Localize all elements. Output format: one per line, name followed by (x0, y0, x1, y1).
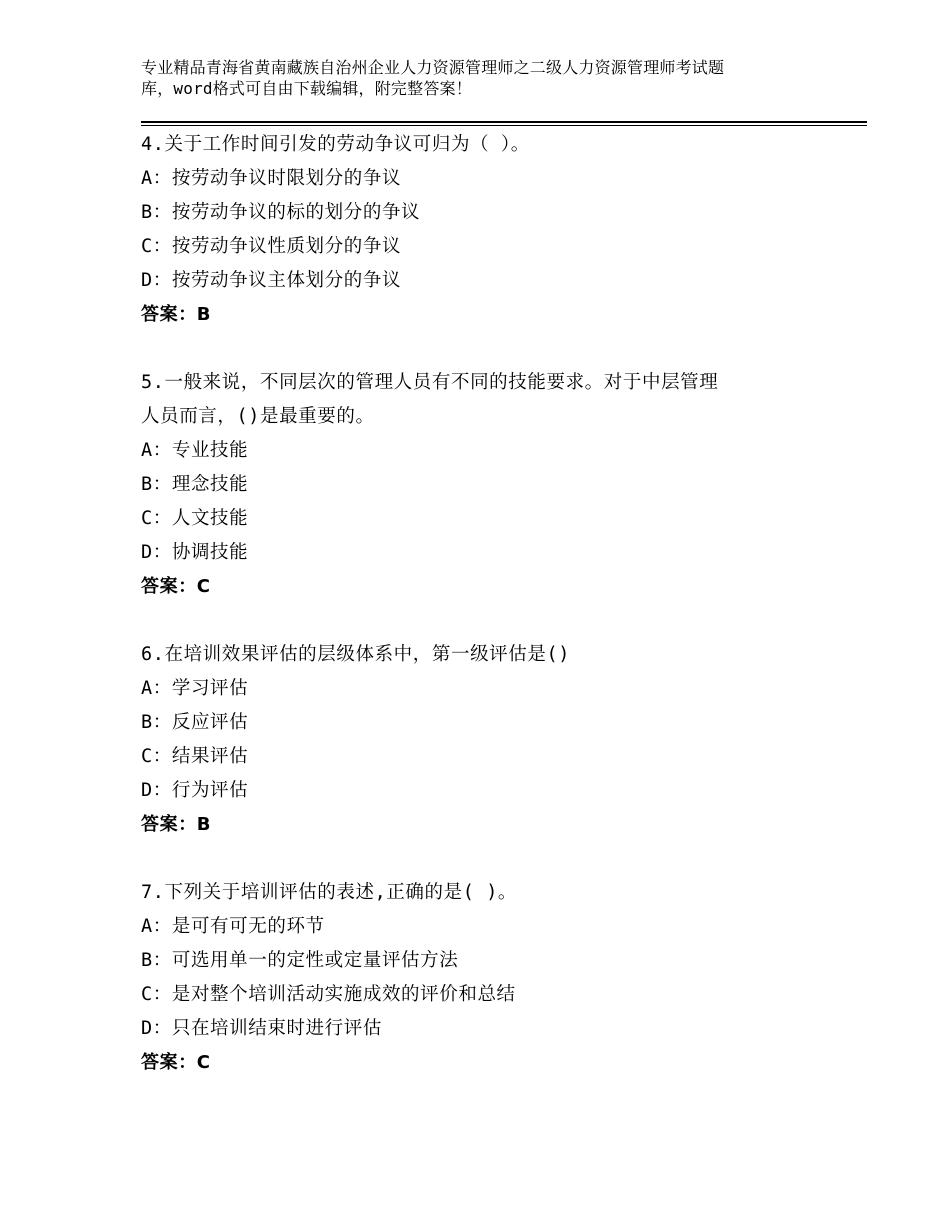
option-text: 按劳动争议时限划分的争议 (171, 168, 402, 189)
option-text: 是可有可无的环节 (171, 916, 325, 937)
option-text: 可选用单一的定性或定量评估方法 (171, 950, 459, 971)
answer-label: 答案：B (141, 304, 212, 325)
option-key: B： (141, 474, 172, 495)
question-stem: 4.关于工作时间引发的劳动争议可归为（ ）。 (141, 134, 530, 155)
option-d (141, 536, 841, 570)
option-d (141, 774, 841, 808)
question-7 (141, 876, 841, 1080)
option-text: 按劳动争议主体划分的争议 (171, 270, 402, 291)
option-text: 学习评估 (171, 678, 249, 699)
option-text: 专业技能 (171, 440, 249, 461)
question-5 (141, 366, 841, 604)
option-key: C： (141, 984, 172, 1005)
option-b (141, 196, 841, 230)
header-line: 库，word格式可自由下载编辑，附完整答案！ (141, 79, 472, 98)
option-d (141, 264, 841, 298)
option-key: C： (141, 746, 172, 767)
option-key: A： (141, 168, 172, 189)
option-key: A： (141, 440, 172, 461)
option-text: 按劳动争议性质划分的争议 (171, 236, 402, 257)
option-c (141, 502, 841, 536)
option-d (141, 1012, 841, 1046)
option-a (141, 672, 841, 706)
option-key: A： (141, 678, 172, 699)
option-key: A： (141, 916, 172, 937)
option-key: C： (141, 508, 172, 529)
answer-label: 答案：C (141, 576, 211, 597)
option-c (141, 978, 841, 1012)
header-divider-thick (141, 121, 867, 123)
question-list (141, 128, 841, 1114)
option-text: 反应评估 (171, 712, 249, 733)
answer-label: 答案：C (141, 1052, 211, 1073)
option-a (141, 910, 841, 944)
question-stem: 6.在培训效果评估的层级体系中，第一级评估是() (141, 644, 570, 665)
option-text: 是对整个培训活动实施成效的评价和总结 (171, 984, 516, 1005)
option-key: B： (141, 202, 172, 223)
answer-label: 答案：B (141, 814, 212, 835)
option-b (141, 706, 841, 740)
option-c (141, 740, 841, 774)
option-key: D： (141, 1018, 172, 1039)
option-text: 人文技能 (171, 508, 249, 529)
option-text: 按劳动争议的标的划分的争议 (171, 202, 421, 223)
option-text: 协调技能 (171, 542, 249, 563)
option-text: 行为评估 (171, 780, 249, 801)
option-text: 理念技能 (171, 474, 249, 495)
option-b (141, 468, 841, 502)
header-divider-thin (141, 125, 867, 126)
question-4 (141, 128, 841, 332)
question-stem: 7.下列关于培训评估的表述,正确的是( )。 (141, 882, 518, 903)
option-a (141, 162, 841, 196)
document-header (141, 57, 841, 99)
question-stem: 5.一般来说，不同层次的管理人员有不同的技能要求。对于中层管理 (141, 372, 719, 393)
option-key: D： (141, 780, 172, 801)
option-key: B： (141, 950, 172, 971)
question-6 (141, 638, 841, 842)
option-key: C： (141, 236, 172, 257)
option-c (141, 230, 841, 264)
question-stem: 人员而言，()是最重要的。 (141, 406, 375, 427)
option-a (141, 434, 841, 468)
option-key: D： (141, 542, 172, 563)
option-text: 结果评估 (171, 746, 249, 767)
option-key: B： (141, 712, 172, 733)
header-line: 专业精品青海省黄南藏族自治州企业人力资源管理师之二级人力资源管理师考试题 (141, 58, 725, 77)
option-key: D： (141, 270, 172, 291)
option-b (141, 944, 841, 978)
option-text: 只在培训结束时进行评估 (171, 1018, 382, 1039)
